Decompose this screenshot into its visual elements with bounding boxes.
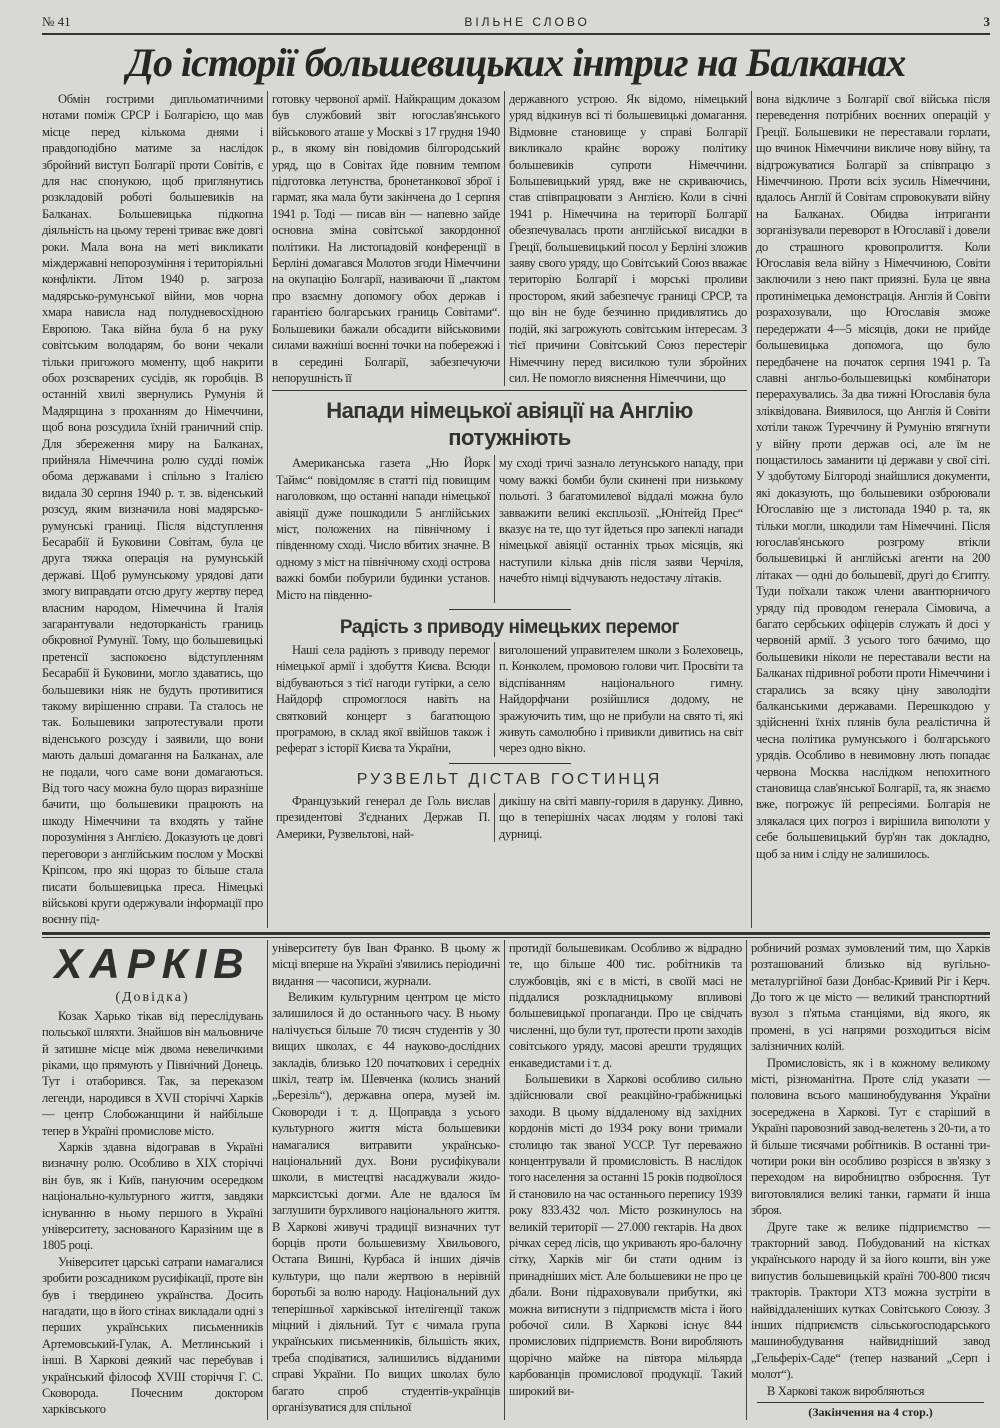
newspaper-page: [42, 0, 990, 1428]
main-headline: До історії большевицьких інтриг на Балканах: [126, 40, 906, 85]
issue-number: № 41: [42, 14, 71, 29]
paragraph: Університет царські сатрапи намагалися зробити розсадником русифікації, проте він був і твердинею українства. Досить нагадати, що в його стінах викладали одні з перших українських письменників Артемовський-Гулак, А. Метлинський і інші. В Харкові деякий час перебував і український філософ XVIII сторіччя Г. С. Сковорода. Почесним доктором харківського: [42, 1254, 263, 1417]
section-rule: [449, 609, 571, 610]
page-header: [42, 14, 990, 35]
joy-col2: [494, 642, 743, 757]
paragraph: Обмін гострими дипльоматичними нотами поміж СРСР і Болгарією, що мав місце перед кількома днями і правдоподібно матиме за наслідок збройний виступ Болгарії проти Совітів, є для нас спонукою, щоб приглянутись розкладовій роботі большевиків на Балканах. Большевицька підкопна діяльність на цьому терені триває вже довгі роки. Мала вона на меті викликати міждержавні непорозуміння і територіяльні конфлікти. Літом 1940 р. загроза мадярсько-румунської війни, мов чорна хмара нависла над полудневосхідною Европою. Така війна була б на руку совітським володарям, бо вони чекали тільки пригожого моменту, щоб накрити обох розсварених сусідів, як горобців. В останній хвилі звернулись Румунія й Мадярщина з проханням до Німеччини, щоб вона розсудила їхній граничний спір. Для збереження миру на Балканах, прийняла Німеччина ролю судді поміж обома державами і спільно з Італією видала 30 серпня 1940 р. т. зв. віденський розсуд, яким визначила нові мадярсько-румунські границі. Після відступлення Бесарабії й Буковини Совітам, була це друга тяжка операція на румунській державі. Щоб румунському урядові дати змогу виправдати отсю другу жертву перед власним народом, Німеччина й Італія загарантували недоторканість границь обкровної Румунії. Тому, що большевицькі претенсії заспокоєно відступленням Бесарабії й Буковини, могло здаватись, що большевики ніяк не будуть противитися такому вирішенню справи. Та сталось не так. Большевики запротестували проти віденського розсуду і заявили, що вони мають дальші домагання на Балканах, але не подали, чого саме вони домагаються. Від того часу можна було щораз виразніше бачити, що большевики працюють на шкоду Німеччини та входять у тайне порозуміння з Англією. Доказують це довгі переговори з англійським послом у Москві Кріпсом, про які щораз то більше стала писати большевицька преса. Німецькі військові круги одержували інформації про воєнну під-: [42, 92, 263, 927]
main-article-col4: [752, 91, 990, 928]
kharkiv-col2: [267, 940, 500, 1420]
aviation-headline: Напади німецької авіяції на Англію потужніють: [326, 398, 693, 451]
paragraph: Козак Харько тікав від переслідувань польської шляхти. Знайшов він мальовниче й затишне місце між двома невеличкими ріками, що прямують у Північний Донець. Тут і отаборився. Так, за переказом легенди, народився в XVII сторіччі Харків — центр Слобожанщини й найбільше тепер в Україні промислове місто.: [42, 1008, 263, 1138]
continuation-rule: [757, 1402, 984, 1403]
kharkiv-subtitle: (Довідка): [115, 989, 190, 1005]
paragraph: Наші села радіють з приводу перемог німецької армії і здобуття Києва. Всюди відбуваються з тієї нагоди гутірки, а село Найдорф спромоглося навіть на святковий концерт з багатющою програмою, в склад якої ввійшов також і реферат з історії Києва та України,: [276, 642, 490, 756]
section-rule: [449, 763, 571, 764]
paragraph: Великим культурним центром це місто залишилося й до останнього часу. В ньому налічується більше 70 тисяч студентів у 30 вищих школах, є 44 науково-дослідних закладів, близько 120 початкових і середніх шкіл, театр ім. Шевченка (колись знаний „Березіль“), державна опера, музей ім. Сковороди і т. д. Щоправда з усього культурного життя міста большевики намагалися витравити українсько-національний дух. Вони русифікували школи, в мистецтві насаджували жидо-марксистські догми. Але не вдалося їм заглушити бурхливого національного життя. В Харкові живучі традиції визначних тут борців проти большевизму Хвильового, Остапа Вишні, Курбаса й інших діячів культури, що пали жертвою в нерівній боротьбі за волю народу. Національний дух теперішньої харківської інтелігенції також міцний і діяльний. Тут є чимала група українських письменників, більшість яких, треба сподіватися, залишились відданими справі України. По вищих школах було багато спроб студентів-українців організуватися для спільної: [272, 989, 500, 1415]
kharkiv-col4: [751, 940, 990, 1399]
roosevelt-col2: [494, 793, 743, 842]
paragraph: готовку червоної армії. Найкращим доказом був службовий звіт югослав'янського військового аташе у Москві з 17 грудня 1940 р., в якому він повідомив білгородський уряд, що в Совітах йде повним темпом підготовка летунства, бронетанкової зброї і гармат, яка мала бути закінчена до 1 серпня 1941 р. Тоді — писав він — напевно зайде основна зміна совітської закордонної політики. На листопадовій конференції в Берліні домагався Молотов згоди Німеччини на окупацію Болгарії, називаючи її „пактом про взаємну допомогу обох держав і гарантією болгарських границь Совітами“. Большевики бажали обсадити військовими силами важніші воєнні точки на побережжі і в середині Болгарії, забезпечуючи непорушність її: [272, 92, 500, 385]
newspaper-name: ВІЛЬНЕ СЛОВО: [464, 15, 590, 29]
paragraph: Французький генерал де Голь вислав президентові З'єднаних Держав П. Америки, Рузвельтові, най-: [276, 793, 490, 841]
joy-headline: Радість з приводу німецьких перемог: [339, 616, 680, 638]
page-number: 3: [983, 14, 990, 29]
top-section: [42, 91, 990, 928]
paragraph: виголошений управителем школи з Болеховець, п. Конколем, промовою голови чит. Просвіти та відспіванням національного гимну. Найдорфчани розійшлися додому, не зражуючить тим, що не прибули на свято ті, які живуть самолюбно і привикли дивитись на світ через одно вікно.: [499, 642, 743, 756]
aviation-body: [272, 455, 747, 603]
paragraph: Промисловість, як і в кожному великому місті, різноманітна. Проте слід указати — половина всього машинобудування України зосереджена в Харкові. Тут є старіший в Україні паровозний завод-велетень з 20-ти, а то й більше тисячами робітників. В останні три-чотири роки він особливо розрісся в зв'язку з переходом на виробництво озброєння. Тут виготовлялися великі танки, гармати й інша зброя.: [751, 1055, 990, 1218]
joy-body: [272, 642, 747, 757]
kharkiv-headline: ХАРКІВ: [54, 939, 251, 987]
paragraph: му сході тричі зазнало летунського нападу, при чому важкі бомби були скинені при низькому польоті. З багатомилевої віддалі можна було завважити великі експльозії. „Юнітейд Прес“ вказує на те, що тут йдеться про запеклі напади німецької авіяції останніх трьох місяців, які наступили кілька днів після заяви Черчіля, начебто німці відчувають недостачу літаків.: [499, 456, 743, 586]
paragraph: дикішу на світі мавпу-гориля в дарунку. Дивно, що в теперішніх часах людям у голові такі дурниці.: [499, 793, 743, 841]
paragraph: Друге таке ж велике підприємство — тракторний завод. Побудований на кістках українського народу й за його кошти, він уже випустив большевицькій країні 700-800 тисяч тракторів. Трактори ХТЗ можна зустріти в найвіддаленіших кутках Совітського Союзу. З інших підприємств сільськогосподарського машинобудування найвидніший завод „Гельферіх-Саде“ (тепер названий „Серп і молот“).: [751, 1219, 990, 1382]
paragraph: Американська газета „Ню Йорк Таймс“ повідомляє в статті під повищим наголовком, що останні напади німецької авіяції дуже пошкодили 5 англійських міст, положених на північному і південному сході. Число вбитих значне. В одному з міст на північному сході острова важкі бомби побурили будинки установ. Місто на південно-: [276, 456, 490, 602]
aviation-col1: [276, 455, 490, 603]
kharkiv-col3: [504, 940, 742, 1420]
paragraph: Большевики в Харкові особливо сильно здійснювали свої реакційно-грабіжницькі заходи. В цьому віддаленому від західних кордонів місті до 1934 року вони тримали столицю так званої УССР. Тут переважно концентрували й промисловість. В наслідок того населення за останні 15 років подвоїлося й становило на час останнього перепису 1939 року 833.432 чол. Місто розкинулось на великій території — 27.000 гектарів. На двох річках серед лісів, що укривають яро-балочну сітку, Харків міг би стати одним із принадніших міст. Але большевики не про це дбали. Вони підраховували прибутки, які можна витиснути з підприємств міста і його робочої сили. В Харкові існує 844 промислових підприємств. Вони виробляють щорічно майже на півтора мільярда карбованців промислової продукції. Такий широкий ви-: [509, 1071, 742, 1398]
roosevelt-body: [272, 793, 747, 842]
section-rule: [272, 390, 747, 391]
paragraph: робничий розмах зумовлений тим, що Харків розташований близько від вугільно-металургійної бази Донбас-Кривий Ріг і Керч. До того ж це місто — великий транспортний вузол з п'ятьма станціями, від якого, як промені, в усі напрями розходиться вісім залізничних колій.: [751, 940, 990, 1054]
paragraph: В Харкові також виробляються: [767, 1383, 925, 1398]
middle-block: [267, 91, 752, 928]
bottom-section: [42, 940, 990, 1420]
paragraph: державного устрою. Як відомо, німецький уряд відкинув всі ті большевицькі домагання. Відмовне становище у справі Болгарії викликало крайнє ворожу політику большевиків супроти Німеччини. Большевицький уряд, вже не скриваючись, став співпрацювати з Англією. Коли в січні 1941 р. Німеччина на території Болгарії обезпечувалась проти англійської висадки в Греції, большевицький посол у Берліні зложив заяву свого уряду, що Совітський Союз вважає територію Болгарії і морські проливи простором, який забезпечує границі СРСР, та що він не буде безчинно придивлятись до подій, які загрожують совітським інтересам. З тієї причини Совітський Союз перестеріг Німеччину перед висилкою тули збройних сил. Не помогло вияснення Німеччини, що: [509, 92, 747, 385]
paragraph: університету був Іван Франко. В цьому ж місці вперше на Україні з'явились періодичні видання — часописи, журнали.: [272, 940, 500, 988]
paragraph: вона відкличе з Болгарії свої війська після переведення потрібних воєнних операцій у Греції. Большевики не переставали горлати, що вчинок Німеччини викличе нову війну, та відгрожуватися Болгарії за співпрацю з Німеччиною. Проти всіх зусиль Німеччини, вдалось Англії й Совітам спровокувати війну на Балканах. Обидва інтриганти зорганізували переворот в Югославії і довели до страшного кровопролиття. Коли Югославія вела війну з Німеччиною, Совіти заключили з нею пакт приязні. Була це явна протинімецька демонстрація. Англія й Совіти розрахозували, що Югославія зможе передержати 4—5 місяців, доки не прийде большевицька допомога, що було передбачене на початок серпня 1941 р. Та славні англьо-большевицькі комбінатори перерахувались. За два тижні Югославія була зліквідована. Виявилося, що Англія й Совіти хотіли також Туреччину й Румунію втягнути у війну проти держав осі, але їм не пощастилось заманити ці держави у свої сіті. У здобутому Білгороді знайшлися документи, які доказують, що большевики озброювали Югославію ще з листопада 1940 р. та, як тільки могли, шкодили там Німеччині. Після югослав'янського розгрому втікли большевицькі й англійські агенти на 200 літаках — одні до большевії, другі до Єгипту. Туди поїхали також члени авантюрничого уряду під проводом генерала Сімовича, а багато сербських офіцерів служать й досі у червоній армії. З усього того бачимо, що большевики ніколи не переставали вести на Балканах підривної роботи проти Німеччини і старались за всяку ціну заволодіти балканськими державами. Перешкодою у здійсненні їхніх плянів була реалістична й чесна політика румунського і болгарського урядів. Особливо в невимовну лють попадає червона Москва наслідком непохитного становища слав'янської Болгарії, та, як знаємо вже, погрожує їй репресіями. Болгарія не злякалася цих погроз і вирішила виполоти у себе большевицький бур'ян так докладно, щоб за ним і сліду не залишилось.: [756, 92, 990, 861]
kharkiv-last-column: [746, 940, 990, 1420]
roosevelt-col1: [276, 793, 490, 842]
kharkiv-first-column: [42, 940, 263, 1420]
main-article-col1: [42, 91, 263, 928]
main-article-col2: [272, 91, 500, 386]
paragraph: протидії большевикам. Особливо ж відрадно те, що більше 400 тис. робітників та службовців, які є в місті, в своїй масі не піддалися розкладницькому впливові большевицької пропаганди. Про це свідчать численні, що були тут, протести проти заходів совітського уряду, масові арешти трудящих енкаведистами і т. д.: [509, 940, 742, 1070]
main-article-continuation: [272, 91, 747, 386]
kharkiv-col1: [42, 1008, 263, 1418]
aviation-col2: [494, 455, 743, 603]
continued-note: (Закінчення на 4 стор.): [808, 1405, 933, 1420]
main-article-col3: [504, 91, 747, 386]
paragraph: Харків здавна відогравав в Україні визначну ролю. Особливо в XIX сторіччі він був, як і Київ, пануючим осередком національно-культурного життя, завдяки існуванню в ньому першого в Україні університету, заснованого Каразіним ще в 1805 році.: [42, 1139, 263, 1253]
section-thick-rule: [42, 932, 990, 938]
roosevelt-headline: РУЗВЕЛЬТ ДІСТАВ ГОСТИНЦЯ: [356, 770, 663, 788]
joy-col1: [276, 642, 490, 757]
